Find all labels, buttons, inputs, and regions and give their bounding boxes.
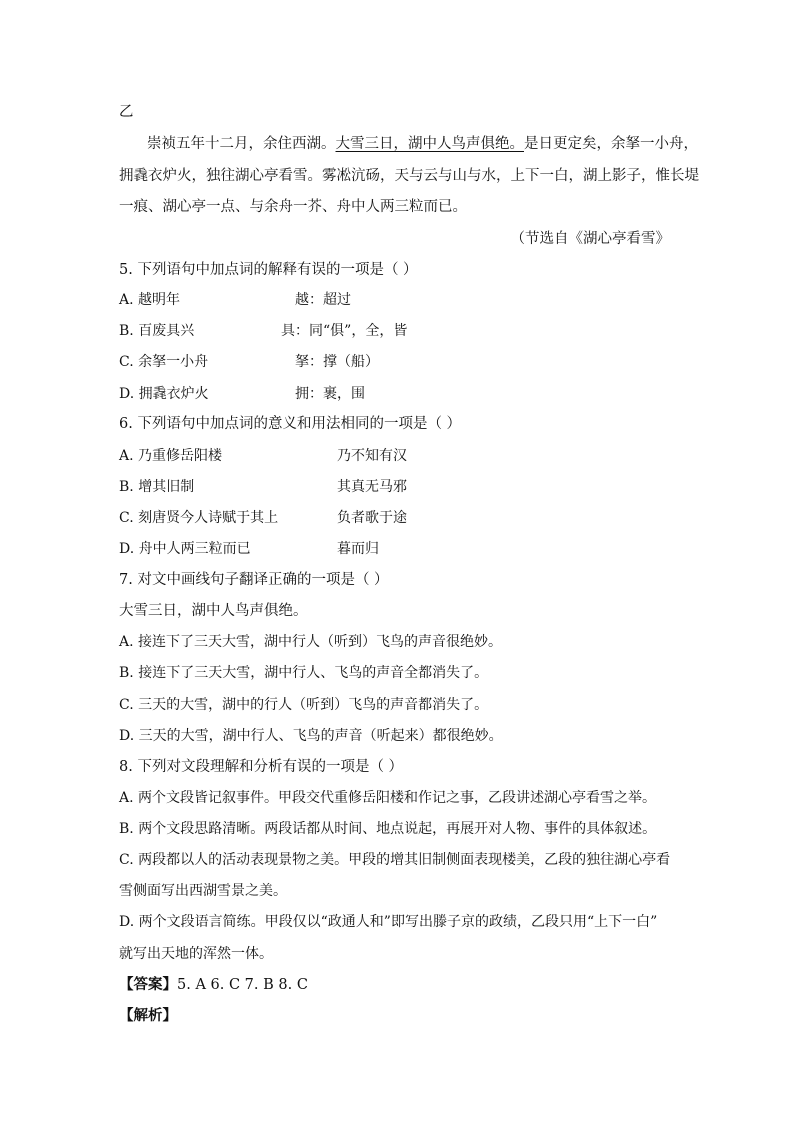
answer-label: 【答案】 bbox=[119, 976, 177, 993]
option-b: B. 百废具兴 bbox=[119, 323, 195, 339]
answer-line bbox=[119, 975, 308, 995]
option-a: A. 接连下了三天大雪，湖中行人（听到）飞鸟的声音很绝妙。 bbox=[119, 634, 503, 650]
passage-line-2: 拥毳衣炉火，独往湖心亭看雪。雾凇沆砀，天与云与山与水，上下一白，湖上影子，惟长堤 bbox=[119, 168, 699, 184]
question-stem: 6. 下列语句中加点词的意义和用法相同的一项是（ ） bbox=[119, 416, 462, 432]
option-d-continued: 就写出天地的浑然一体。 bbox=[119, 946, 273, 962]
option-b: B. 接连下了三天大雪，湖中行人、飞鸟的声音全都消失了。 bbox=[119, 665, 489, 681]
passage-text: 是日更定矣，余拏一小舟， bbox=[524, 136, 698, 152]
passage-label: 乙 bbox=[119, 104, 134, 120]
option-c-continued: 雪侧面写出西湖雪景之美。 bbox=[119, 883, 287, 899]
option-b: B. 两个文段思路清晰。两段话都从时间、地点说起，再展开对人物、事件的具体叙述。 bbox=[119, 821, 657, 837]
question-stem: 7. 对文中画线句子翻译正确的一项是（ ） bbox=[119, 572, 389, 588]
option-b-explanation: 具：同“俱”，全，皆 bbox=[281, 323, 408, 339]
option-d: D. 两个文段语言简练。甲段仅以“政通人和”即写出滕子京的政绩，乙段只用“上下一白” bbox=[119, 914, 658, 930]
passage-text: 崇祯五年十二月，余住西湖。 bbox=[147, 136, 336, 152]
option-c: C. 余拏一小舟 bbox=[119, 354, 209, 370]
analysis-label: 【解析】 bbox=[119, 1007, 177, 1024]
option-b-compare: 其真无马邪 bbox=[337, 479, 407, 495]
option-d: D. 三天的大雪，湖中行人、飞鸟的声音（听起来）都很绝妙。 bbox=[119, 728, 503, 744]
option-c-compare: 负者歌于途 bbox=[337, 510, 407, 526]
quoted-sentence: 大雪三日，湖中人鸟声俱绝。 bbox=[119, 603, 308, 619]
option-d-compare: 暮而归 bbox=[337, 541, 379, 557]
passage-line-3: 一痕、湖心亭一点、与余舟一芥、舟中人两三粒而已。 bbox=[119, 199, 467, 215]
option-c: C. 两段都以人的活动表现景物之美。甲段的增其旧制侧面表现楼美，乙段的独往湖心亭看 bbox=[119, 852, 671, 868]
question-stem: 8. 下列对文段理解和分析有误的一项是（ ） bbox=[119, 759, 404, 775]
underlined-sentence: 大雪三日，湖中人鸟声俱绝。 bbox=[335, 136, 524, 152]
option-a: A. 两个文段皆记叙事件。甲段交代重修岳阳楼和作记之事，乙段讲述湖心亭看雪之举。 bbox=[119, 790, 657, 806]
option-a: A. 乃重修岳阳楼 bbox=[119, 448, 223, 464]
option-d-explanation: 拥：裹，围 bbox=[295, 386, 365, 402]
option-c-explanation: 拏：撑（船） bbox=[295, 354, 379, 370]
option-a-compare: 乃不知有汉 bbox=[337, 448, 407, 464]
option-d: D. 舟中人两三粒而已 bbox=[119, 541, 251, 557]
option-a: A. 越明年 bbox=[119, 292, 181, 308]
passage-line-1 bbox=[147, 134, 698, 154]
option-d: D. 拥毳衣炉火 bbox=[119, 386, 209, 402]
option-a-explanation: 越：超过 bbox=[295, 292, 351, 308]
passage-source: （节选自《湖心亭看雪》 bbox=[510, 231, 670, 247]
question-stem: 5. 下列语句中加点词的解释有误的一项是（ ） bbox=[119, 262, 418, 278]
option-b: B. 增其旧制 bbox=[119, 479, 195, 495]
answer-text: 5. A 6. C 7. B 8. C bbox=[177, 977, 308, 993]
option-c: C. 刻唐贤今人诗赋于其上 bbox=[119, 510, 279, 526]
option-c: C. 三天的大雪，湖中的行人（听到）飞鸟的声音都消失了。 bbox=[119, 697, 489, 713]
